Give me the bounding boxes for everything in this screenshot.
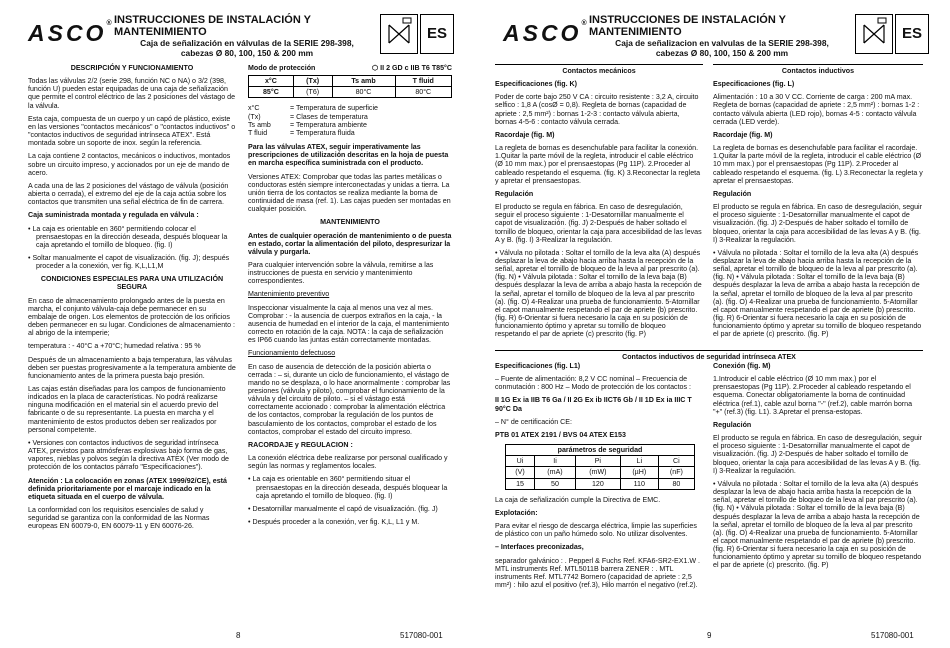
param-cell: 120 bbox=[575, 478, 620, 489]
doc-subtitle-2-right: cabezas Ø 80, 100, 150 & 200 mm bbox=[655, 48, 789, 58]
legend-key: x°C bbox=[248, 104, 260, 113]
paragraph: Para cualquier intervención sobre la válvula, remitirse a las instrucciones de puesta en servicio y mantenimiento correspondientes. bbox=[248, 260, 434, 286]
header-right bbox=[503, 14, 927, 58]
param-title: parámetros de seguridad bbox=[506, 445, 695, 456]
section-heading: DESCRIPCIÓN Y FUNCIONAMIENTO bbox=[70, 64, 194, 72]
valve-symbol-icon bbox=[855, 14, 893, 54]
param-cell: 80 bbox=[658, 478, 694, 489]
right-col-3 bbox=[495, 362, 703, 594]
title-block-right bbox=[589, 14, 855, 58]
param-cell: Pi bbox=[575, 456, 620, 467]
doc-ref-right: 517080-001 bbox=[871, 631, 914, 640]
doc-title-right: INSTRUCCIONES DE INSTALACIÓN Y MANTENIMIENTO bbox=[589, 14, 786, 38]
param-cell: (mA) bbox=[535, 467, 576, 478]
bold-paragraph: Regulación bbox=[495, 189, 534, 198]
td-1: 85°C bbox=[249, 87, 294, 98]
param-units bbox=[506, 467, 695, 478]
paragraph: – Fuente de alimentación: 8,2 V CC nominal – Frecuencia de conmutación : 800 Hz – Modo de protección de los contactos : bbox=[495, 375, 691, 392]
protection-row bbox=[248, 64, 452, 72]
td-4: 80°C bbox=[395, 87, 452, 98]
legend-row bbox=[248, 129, 452, 137]
doc-ref: 517080-001 bbox=[400, 631, 443, 640]
subheading: Mantenimiento preventivo bbox=[248, 290, 330, 299]
right-col-4 bbox=[713, 362, 923, 575]
paragraph: • La caja es orientable en 360° permitiendo situar el prensaestopas en la dirección deseada, después bloquear la caja apretando el tornillo de bloqueo. (fig. I) bbox=[248, 475, 448, 500]
protection-value: ⬡ II 2 GD c IIB T6 T85°C bbox=[372, 64, 452, 72]
atex-section bbox=[495, 350, 923, 361]
param-cell: (µH) bbox=[620, 467, 658, 478]
param-cell: Li bbox=[620, 456, 658, 467]
param-cell: 50 bbox=[535, 478, 576, 489]
legend-value: = Temperatura de superficie bbox=[290, 104, 378, 113]
bold-paragraph: Racordaje (fig. M) bbox=[495, 130, 555, 139]
bold-paragraph: PTB 01 ATEX 2191 / BVS 04 ATEX E153 bbox=[495, 430, 626, 439]
param-cell: (V) bbox=[506, 467, 535, 478]
valve-symbol-icon bbox=[380, 14, 418, 54]
protection-label: Modo de protección bbox=[248, 64, 316, 72]
bold-paragraph: Racordaje (fig. M) bbox=[713, 130, 773, 139]
paragraph: temperatura : - 40°C a +70°C; humedad relativa : 95 % bbox=[28, 342, 201, 351]
legend-row bbox=[248, 121, 452, 129]
subheading: Funcionamiento defectuoso bbox=[248, 349, 336, 358]
right-col-1 bbox=[495, 64, 703, 344]
paragraph: El producto se regula en fábrica. En caso de desregulación, seguir el proceso siguiente : 1-Desatornillar manualmente el capot de visualización. (fig. J) 2-Después de haber soltado el tornillo de bloqueo, orientar la caja para accesibilidad de las levas A y B. (fig. I) 3-Realizar la regulación. bbox=[713, 203, 922, 244]
bold-paragraph: Especificaciones (fig. K) bbox=[495, 80, 577, 89]
paragraph: El producto se regula en fábrica. En caso de desregulación, seguir el proceso siguiente : 1-Desatornillar manualmente el capot de visualización. (fig. J) 2-Después de haber soltado el tornillo de bloqueo, orientar la caja para accesibilidad de las levas A y B. (fig. I) 3-Realizar la regulación. bbox=[495, 203, 702, 244]
bold-paragraph: Antes de cualquier operación de mantenimiento o de puesta en estado, cortar la alimentación del piloto, despresurizar la válvula y purgarla. bbox=[248, 231, 452, 256]
bold-paragraph: Regulación bbox=[713, 189, 752, 198]
param-headers bbox=[506, 456, 695, 467]
paragraph: La conformidad con los requisitos esenciales de salud y seguridad se garantiza con la conformidad de las Normas europeas EN 60079-0, EN 60079-11 y EN 60076-26. bbox=[28, 506, 210, 531]
section-heading: CONDICIONES ESPECIALES PARA UNA UTILIZACIÓN SEGURA bbox=[40, 275, 224, 292]
atex-spec bbox=[495, 362, 703, 439]
th-2: (Tx) bbox=[293, 76, 332, 87]
paragraph: La conexión eléctrica debe realizarse por personal cualificado y según las normas y reglamentos locales. bbox=[248, 454, 448, 471]
bold-paragraph: II 1G Ex ia IIB T6 Ga / II 2G Ex ib IICT6 Gb / II 1D Ex ia IIIC T 90°C Da bbox=[495, 396, 692, 413]
paragraph: La regleta de bornas es desenchufable para facilitar la conexión. 1.Quitar la parte móvil de la regleta, introducir el cable eléctrico (Ø 10 mm max.) por el prensaestopas (Pg 11P). 2.Proceder al cableado respetando el esquema. (fig. K) 3.Reconectar la regleta y apretar el prensaestopas. bbox=[495, 144, 701, 185]
header bbox=[28, 14, 452, 58]
param-cell: 110 bbox=[620, 478, 658, 489]
bold-paragraph: Regulación bbox=[713, 420, 752, 429]
paragraph: • Versiones con contactos inductivos de seguridad intrínseca ATEX, previstos para atmósferas explosivas bajo forma de gas, vapores, nieblas y polvos según la directiva ATEX (Ver modo de protección de los contactos párrafo "Especificaciones"). bbox=[28, 438, 229, 472]
bold-paragraph: Especificaciones (fig. L) bbox=[713, 80, 795, 89]
left-col-1 bbox=[28, 64, 236, 536]
param-cell: (nF) bbox=[658, 467, 694, 478]
legend-value: = Temperatura fluida bbox=[290, 128, 355, 137]
paragraph: separador galvánico : . Pepperl & Fuchs Ref. KFA6-SR2-EX1.W . MTL instruments Ref. MTL5011B barrera ZENER : . MTL instruments Ref. MTL7742 Bornero (capacidad de apriete : 2,5 mm²) : hilo azul el positivo (ref.3), Hilo marrón el negativo (ref.2). bbox=[495, 556, 701, 589]
param-cell: Ui bbox=[506, 456, 535, 467]
asco-logo-right: ASCO® bbox=[503, 20, 587, 46]
paragraph: En caso de almacenamiento prolongado antes de la puesta en marcha, el conjunto válvula-caja debe permanecer en su embalaje de origen. Los elementos de protección de los orificios deben permanecer en su lugar. Condiciones de almacenamiento : al abrigo de la intemperie; bbox=[28, 296, 236, 338]
legend-row bbox=[248, 104, 452, 112]
section-heading: Contactos inductivos bbox=[781, 67, 855, 75]
doc-title: INSTRUCCIONES DE INSTALACIÓN Y MANTENIMIENTO bbox=[114, 14, 311, 38]
legend-value: = Temperatura ambiente bbox=[290, 120, 367, 129]
right-col-2 bbox=[713, 64, 923, 344]
legend-key: T fluid bbox=[248, 128, 268, 137]
paragraph: • La caja es orientable en 360° permitiendo colocar el prensaestopas en la dirección deseada, después bloquear la caja apretando el tornillo de bloqueo. (fig. I) bbox=[28, 224, 228, 249]
param-cell: Ii bbox=[535, 456, 576, 467]
paragraph: Para evitar el riesgo de descarga eléctrica, limpie las superficies de plástico con un paño húmedo solo. No utilizar disolventes. bbox=[495, 522, 697, 539]
bold-paragraph: Explotación: bbox=[495, 508, 538, 517]
language-code: ES bbox=[420, 14, 454, 54]
bold-paragraph: RACORDAJE y REGULACION : bbox=[248, 440, 353, 449]
paragraph: Inspeccionar visualmente la caja al menos una vez al mes. Comprobar : - la ausencia de cuerpos extraños en la caja, - la ausencia de humedad en el interior de la caja, el mantenimiento correcto en rotación de la caja. NOTA : la caja de señalización es IP66 cuando las juntas están correctamente montadas. bbox=[248, 303, 450, 345]
paragraph: Después de un almacenamiento a baja temperatura, las válvulas deben ser puestas progresivamente a la temperatura ambiente de funcionamiento antes de la primera puesta bajo presión. bbox=[28, 355, 236, 380]
paragraph: • Después proceder a la conexión, ver fig. K,L, L1 y M. bbox=[248, 518, 420, 527]
right-page bbox=[475, 0, 950, 648]
paragraph: 1.Introducir el cable eléctrico (Ø 10 mm max.) por el prensaestopas (Pg 11P). 2.Proceder al cableado respetando el esquema. Conectar obligatoriamente la borna de continuidad eléctrica (ref.1), cable azul borna "-" (ref.2), cable marrón borna "+" (ref.3) (fig. L1). 3.Apretar el prensa-estopas. bbox=[713, 375, 913, 416]
paragraph: La regleta de bornas es desenchufable para facilitar el racordaje. 1.Quitar la parte móvil de la regleta, introducir el cable eléctrico (Ø 10 mm max.) por el prensaestopas (Pg 11P). 2.Proceder al cableado respetando el esquema. (fig. L) 3.Reconectar la regleta y apretar el prensaestopas. bbox=[713, 144, 923, 185]
th-4: T fluid bbox=[395, 76, 452, 87]
paragraph: • Válvula no pilotada : Soltar el tornillo de la leva alta (A) después desplazar la leva de abajo hacia arriba hasta la recepción de la señal, apretar el tornillo de bloqueo de la leva al par prescrito (a). (fig. N) • Válvula pilotada : Soltar el tornillo de la leva baja (B) después desplazar la leva de arriba a abajo hasta la recepción de la señal, apretar el tornillo de bloqueo de la leva al par prescrito (a). (fig. O) 4-Realizar una prueba de funcionamiento. 5-Atornillar el capot manualmente respetando el par de apriete (b) prescrito. (fig. R) 6-Orientar si fuera necesario la caja en su posición de funcionamiento óptimo y apretar su tornillo de bloqueo respetando el par de apriete (c) prescrito. (fig. P) bbox=[713, 479, 922, 570]
param-values bbox=[506, 478, 695, 489]
section-heading: MANTENIMIENTO bbox=[320, 218, 380, 227]
paragraph: Versiones ATEX: Comprobar que todas las partes metálicas o conductoras estén siempre interconectadas y unidas a tierra. La unión tierra de los contactos se realiza mediante la borna de continuidad de masa (ref. 1). Las cajas pueden ser montadas en cualquier posición. bbox=[248, 172, 451, 214]
doc-subtitle-1-right: Caja de señalizacion en valvulas de la SERIE 298-398, bbox=[615, 38, 829, 48]
param-cell: 15 bbox=[506, 478, 535, 489]
bold-paragraph: Caja suministrada montada y regulada en válvula : bbox=[28, 211, 199, 220]
param-cell: Ci bbox=[658, 456, 694, 467]
bold-paragraph: Para las válvulas ATEX, seguir imperativamente las prescripciones de utilización descritas en la hoja de puesta en marcha específica suministrada con el producto. bbox=[248, 143, 449, 168]
td-2: (T6) bbox=[293, 87, 332, 98]
th-3: Ts amb bbox=[332, 76, 395, 87]
legend bbox=[248, 104, 452, 137]
paragraph: La caja de señalización cumple la Directiva de EMC. bbox=[495, 495, 661, 504]
paragraph: Las cajas están diseñadas para los campos de funcionamiento indicados en la placa de características. No podrá realizarse ninguna modificación en el material sin el acuerdo previo del fabricante o de su representante. La puesta en marcha y el mantenimiento de estos productos deben ser realizados por personal competente. bbox=[28, 385, 226, 434]
paragraph: El producto se regula en fábrica. En caso de desregulación, seguir el proceso siguiente : 1-Desatornillar manualmente el capot de visualización. (fig. J) 2-Después de haber soltado el tornillo de bloqueo, orientar la caja para accesibilidad de las levas A y B. (fig. I) 3-Realizar la regulación. bbox=[713, 434, 922, 475]
paragraph: Esta caja, compuesta de un cuerpo y un capó de plástico, existe en las versiones "contactos mecánicos" o "contactos inductivos" o "contactos inductivos de seguridad intrínseca ATEX". Está montada sobre un soporte de inox. según la referencia. bbox=[28, 114, 236, 148]
paragraph: • Válvula no pilotada : Soltar el tornillo de la leva alta (A) después desplazar la leva de abajo hacia arriba hasta la recepción de la señal, apretar el tornillo de bloqueo de la leva al par prescrito (a). (fig. N) • Válvula pilotada : Soltar el tornillo de la leva baja (B) después desplazar la leva de arriba a abajo hasta la recepción de la señal, apretar el tornillo de bloqueo de la leva al par prescrito (a). (fig. O) 4-Realizar una prueba de funcionamiento. 5-Atornillar el capot manualmente respetando el par de apriete (b) prescrito. (fig. R) 6-Orientar si fuera necesario la caja en su posición de funcionamiento óptimo y apretar su tornillo de bloqueo respetando el par de apriete (c) prescrito. (fig. P) bbox=[713, 248, 922, 339]
bold-paragraph: Especificaciones (fig. L1) bbox=[495, 362, 581, 370]
paragraph: • Válvula no pilotada : Soltar el tornillo de la leva alta (A) después desplazar la leva de abajo hacia arriba hasta la recepción de la señal, apretar el tornillo de bloqueo de la leva al par prescrito (a). (fig. N) • Válvula pilotada : Soltar el tornillo de la leva baja (B) después desplazar la leva de arriba a abajo hasta la recepción de la señal, apretar el tornillo de bloqueo de la leva al par prescrito (a). (fig. O) 4-Realizar una prueba de funcionamiento. 5-Atornillar el capot manualmente respetando el par de apriete (b) prescrito. (fig. R) 6-Orientar si fuera necesario la caja en su posición de funcionamiento óptimo y apretar su tornillo de bloqueo respetando el par de apriete (c) prescrito (fig. P) bbox=[495, 248, 702, 339]
page-number: 8 bbox=[236, 631, 241, 640]
asco-logo: ASCO® bbox=[28, 20, 112, 46]
paragraph: La caja contiene 2 contactos, mecánicos o inductivos, montados sobre un circuito impreso, y accionados por un eje de mando de acero. bbox=[28, 152, 231, 177]
title-block bbox=[114, 14, 380, 58]
left-col-2 bbox=[248, 64, 452, 531]
paragraph: • Desatornillar manualmente el capó de visualización. (fig. J) bbox=[248, 504, 438, 513]
paragraph: Alimentación : 10 a 30 V CC. Corriente de carga : 200 mA max. Regleta de bornas (capacidad de apriete : 2,5 mm²) : bornas 1-2 : contacto válvula abierta (LED rojo), bornas 4-5 : contacto válvula cerrada (LED verde). bbox=[713, 93, 920, 126]
td-3: 80°C bbox=[332, 87, 395, 98]
paragraph: – N° de certificación CE: bbox=[495, 417, 572, 426]
protection-table bbox=[248, 75, 452, 98]
atex-explotacion bbox=[495, 496, 703, 589]
atex-title: Contactos inductivos de seguridad intrínseca ATEX bbox=[622, 353, 796, 361]
legend-row bbox=[248, 113, 452, 121]
paragraph: En caso de ausencia de detección de la posición abierta o cerrada : – si, durante un ciclo de funcionamiento, el vástago de mando no se desplaza, o lo hace anormalmente : comprobar las presiones (válvula y piloto), comprobar el funcionamiento de la válvula y del circuito de piloto. – si el vástago está correctamente accionado : comprobar la alimentación eléctrica de los contactos, comprobar la regulación de los puntos de basculamiento de los contactos, comprobar el estado de los contactos, comprobar el estado del circuito impreso. bbox=[248, 362, 451, 436]
left-col-2-text bbox=[248, 143, 452, 526]
paragraph: Todas las válvulas 2/2 (serie 298, función NC o NA) o 3/2 (398, función U) pueden estar equipadas de una caja de señalización que permite el control eléctrico de las 2 posiciones del vástago de la válvula. bbox=[28, 77, 236, 110]
paragraph: • Soltar manualmente el capot de visualización. (fig. J); después proceder a la conexión, ver fig. K,L,L1,M bbox=[28, 253, 230, 271]
legend-value: = Clases de temperatura bbox=[290, 112, 368, 121]
section-heading: Contactos mecánicos bbox=[562, 67, 636, 75]
paragraph: Poder de corte bajo 250 V CA : circuito resistente : 3,2 A, circuito selfico : 1,8 A (cosØ = 0,8). Regleta de bornas (capacidad de apriete : 2,5 mm²) : bornas 1-2-3 : contacto válvula abierta, bornas 4-5-6 : contacto válvula cerrada. bbox=[495, 93, 699, 126]
doc-subtitle-2: cabezas Ø 80, 100, 150 & 200 mm bbox=[180, 48, 314, 58]
paragraph: A cada una de las 2 posiciones del vástago de válvula (posición abierta o cerrada), el extremo del eje de la caja actúa sobre los contactos que transmiten una señal eléctrica de fin de carrera. bbox=[28, 181, 229, 207]
legend-key: (Tx) bbox=[248, 112, 261, 121]
page-number-right: 9 bbox=[707, 631, 712, 640]
doc-subtitle-1: Caja de señalización en válvulas de la SERIE 298-398, bbox=[140, 38, 354, 48]
legend-key: Ts amb bbox=[248, 120, 271, 129]
language-code-right: ES bbox=[895, 14, 929, 54]
param-cell: (mW) bbox=[575, 467, 620, 478]
safety-param-table bbox=[505, 444, 695, 490]
bold-paragraph: Conexión (fig. M) bbox=[713, 362, 771, 370]
bold-paragraph: – Interfaces preconizadas, bbox=[495, 543, 584, 552]
bold-paragraph: Atención : La colocación en zonas (ATEX 1999/92/CE), está definida prioritariamente por el marcaje indicado en la etiqueta situada en el cuerpo de válvula. bbox=[28, 476, 227, 501]
th-1: x°C bbox=[249, 76, 294, 87]
